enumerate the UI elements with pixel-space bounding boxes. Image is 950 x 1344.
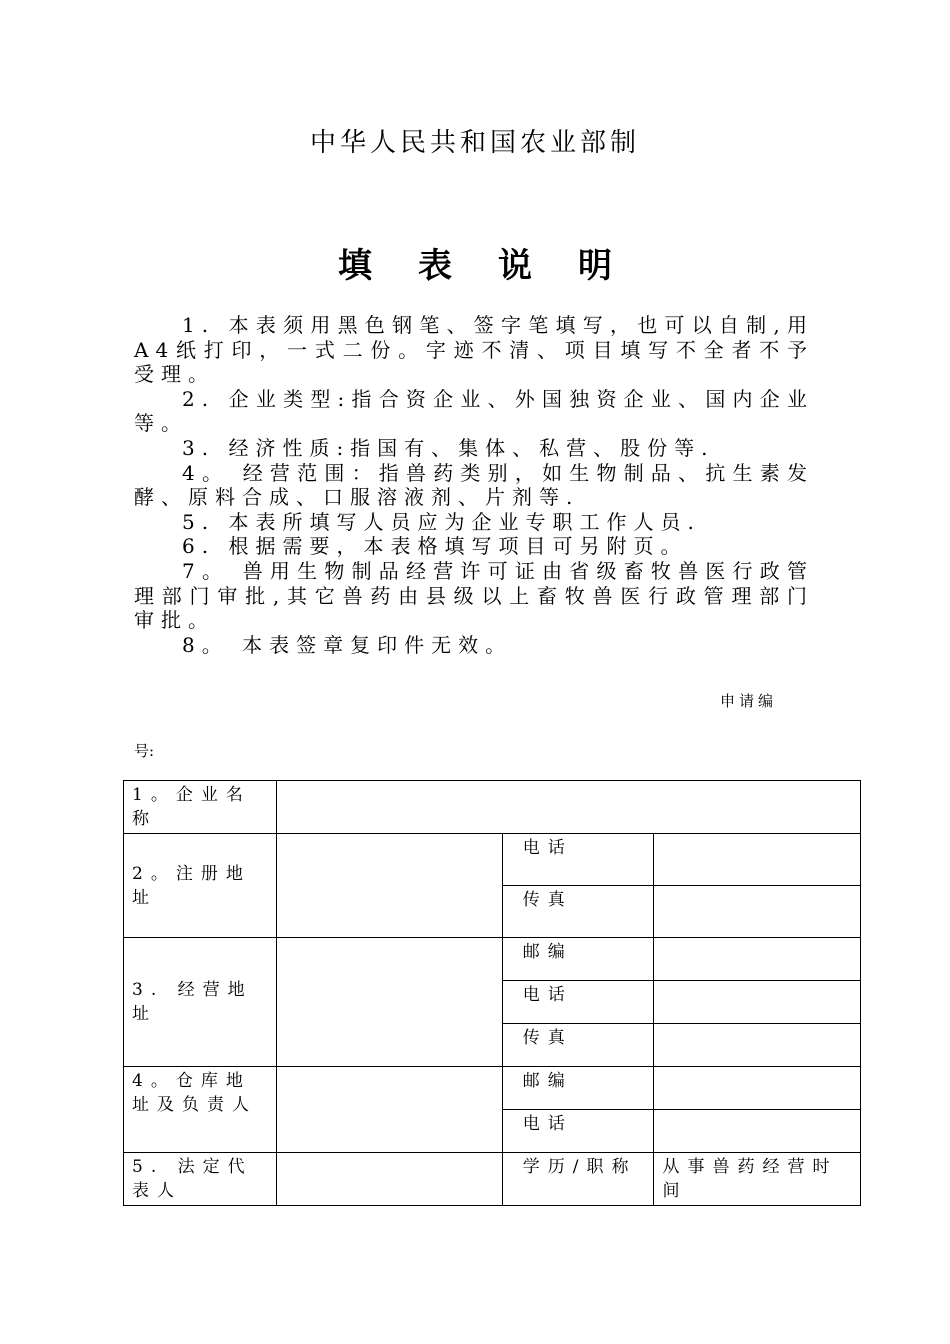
business-phone-field[interactable] — [654, 981, 861, 1024]
instruction-item: 8。 本表签章复印件无效。 — [182, 632, 513, 657]
registered-fax-label: 传真 — [502, 886, 654, 938]
registered-address-label: 2。注册地址 — [124, 834, 277, 938]
business-fax-field[interactable] — [654, 1024, 861, 1067]
instruction-item: 1. 本表须用黑色钢笔、签字笔填写，也可以自制,用A4纸打印，一式二份。字迹不清、项目填写不全者不予受理。 — [134, 313, 814, 387]
warehouse-postcode-field[interactable] — [654, 1067, 861, 1110]
warehouse-phone-label: 电话 — [502, 1110, 654, 1153]
registered-fax-field[interactable] — [654, 886, 861, 938]
legal-rep-label: 5. 法定代表人 — [124, 1153, 277, 1206]
instructions-list — [134, 313, 814, 657]
instruction-item: 2. 企业类型:指合资企业、外国独资企业、国内企业等。 — [134, 386, 814, 436]
enterprise-name-field[interactable] — [277, 781, 861, 834]
registered-address-field[interactable] — [277, 834, 502, 938]
instruction-item: 7。 兽用生物制品经营许可证由省级畜牧兽医行政管理部门审批,其它兽药由县级以上畜牧兽医行政管理部门审批。 — [134, 558, 814, 633]
application-form-table — [123, 780, 861, 1206]
application-number-label: 申请编 — [720, 692, 778, 710]
instruction-item: 4。 经营范围：指兽药类别，如生物制品、抗生素发酵、原料合成、口服溶液剂、片剂等. — [134, 460, 814, 510]
application-number-label-cont: 号: — [134, 742, 155, 760]
warehouse-phone-field[interactable] — [654, 1110, 861, 1153]
instruction-item: 5. 本表所填写人员应为企业专职工作人员. — [182, 509, 701, 534]
years-in-business-label: 从事兽药经营时间 — [654, 1153, 861, 1206]
legal-rep-field[interactable] — [277, 1153, 502, 1206]
warehouse-field[interactable] — [277, 1067, 502, 1153]
business-postcode-label: 邮编 — [502, 938, 654, 981]
education-title-label: 学历/职称 — [502, 1153, 654, 1206]
warehouse-label: 4。仓库地址及负责人 — [124, 1067, 277, 1153]
warehouse-postcode-label: 邮编 — [502, 1067, 654, 1110]
business-address-field[interactable] — [277, 938, 502, 1067]
instruction-item: 6. 根据需要，本表格填写项目可另附页。 — [182, 534, 688, 559]
business-postcode-field[interactable] — [654, 938, 861, 981]
enterprise-name-label: 1。企业名称 — [124, 781, 277, 834]
registered-phone-field[interactable] — [654, 834, 861, 886]
business-phone-label: 电话 — [502, 981, 654, 1024]
business-address-label: 3. 经营地址 — [124, 938, 277, 1067]
page-title: 填表说明 — [338, 246, 658, 286]
registered-phone-label: 电话 — [502, 834, 654, 886]
business-fax-label: 传真 — [502, 1024, 654, 1067]
issuer-line: 中华人民共和国农业部制 — [309, 128, 640, 158]
instruction-item: 3. 经济性质:指国有、集体、私营、股份等. — [182, 435, 715, 460]
